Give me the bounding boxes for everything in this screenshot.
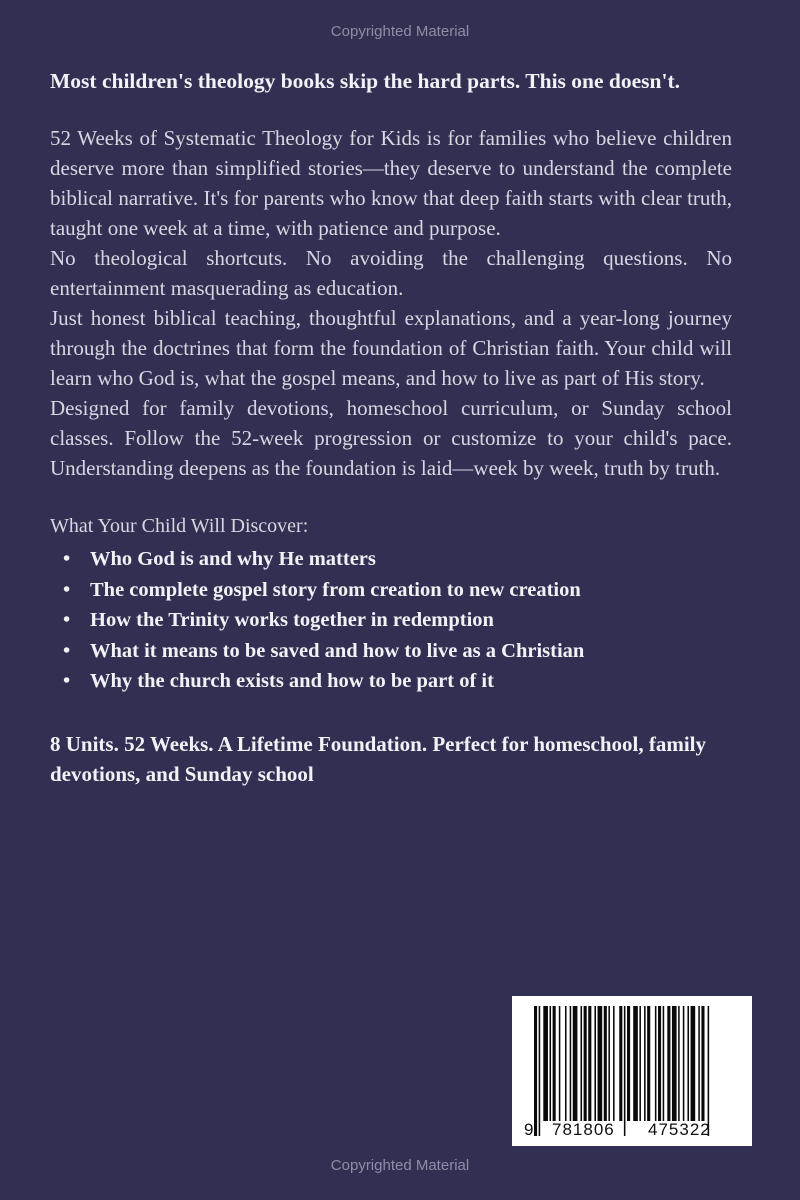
barcode-bar (613, 1006, 615, 1121)
list-item-text: Why the church exists and how to be part of it (90, 670, 494, 692)
paragraph-journey: Just honest biblical teaching, thoughtful explanations, and a year-long journey through the doctrines that form the foundation of Christian faith. Your child will learn who God is, what the gospel means, and how to live as part of His story. (50, 306, 732, 390)
back-cover-text (50, 66, 732, 789)
barcode-bar (633, 1006, 638, 1121)
barcode-bar (581, 1006, 583, 1121)
barcode-bar (608, 1006, 610, 1121)
description-body (50, 123, 732, 483)
isbn-right-digits: 475322 (648, 1120, 711, 1139)
barcode-bar (534, 1006, 537, 1136)
isbn-first-digit: 9 (524, 1120, 534, 1139)
barcode-bar (701, 1006, 704, 1121)
list-item (50, 605, 732, 636)
copyright-watermark-top: Copyrighted Material (330, 23, 470, 40)
barcode-bar (667, 1006, 670, 1121)
paragraph-intro: 52 Weeks of Systematic Theology for Kids is for families who believe children deserve more than simplified stories—they deserve to understand the complete biblical narrative. It's for parents who know that deep faith starts with clear truth, taught one week at a time, with patience and purpose. (50, 126, 732, 240)
barcode-bar (691, 1006, 696, 1121)
barcode-bar (553, 1006, 556, 1121)
barcode-bar (672, 1006, 677, 1121)
barcode-bar (559, 1006, 561, 1121)
isbn-number (518, 1120, 746, 1142)
barcode-bar (655, 1006, 657, 1121)
barcode-bar (565, 1006, 567, 1121)
barcode-bar (584, 1006, 587, 1121)
bullet-icon: • (63, 548, 71, 570)
paragraph-shortcuts: No theological shortcuts. No avoiding the challenging questions. No entertainment masquerading as education. (50, 246, 732, 300)
list-item-text: What it means to be saved and how to live as a Christian (90, 639, 585, 662)
bullet-icon: • (63, 670, 71, 692)
list-item-text: How the Trinity works together in redemption (90, 609, 494, 631)
isbn-left-digits: 781806 (552, 1120, 615, 1139)
barcode-bar (573, 1006, 578, 1121)
bullet-icon: • (63, 578, 71, 601)
copyright-watermark-bottom: Copyrighted Material (330, 1157, 470, 1174)
bullet-icon: • (63, 609, 71, 631)
barcode-bar (687, 1006, 689, 1121)
isbn-barcode (512, 996, 752, 1146)
barcode-bar (588, 1006, 591, 1121)
barcode-bar (683, 1006, 685, 1121)
barcode-bar (647, 1006, 650, 1121)
barcode-bar (663, 1006, 665, 1121)
barcode-bar (570, 1006, 572, 1121)
list-item (50, 544, 732, 575)
list-item-text: The complete gospel story from creation to new creation (90, 578, 581, 601)
barcode-bar (550, 1006, 552, 1121)
barcode-bar (543, 1006, 548, 1121)
paragraph-usage: Designed for family devotions, homeschool curriculum, or Sunday school classes. Follow the 52-week progression or customize to your child's pace. Understanding deepens as the foundation is laid—week by week, truth by truth. (50, 396, 732, 480)
barcode-bar (624, 1006, 626, 1136)
list-item (50, 666, 732, 697)
list-item-text: Who God is and why He matters (90, 548, 376, 570)
barcode-bar (639, 1006, 641, 1121)
barcode-bar (539, 1006, 541, 1136)
barcode-bar (698, 1006, 700, 1121)
list-item (50, 575, 732, 606)
discover-heading: What Your Child Will Discover: (50, 515, 309, 537)
barcode-bar (594, 1006, 596, 1121)
barcode-bar (619, 1006, 622, 1121)
discover-section (50, 512, 732, 697)
barcode-bar (678, 1006, 680, 1121)
barcode-bar (598, 1006, 603, 1121)
lead-statement: Most children's theology books skip the hard parts. This one doesn't. (50, 69, 680, 93)
list-item (50, 636, 732, 667)
barcode-bar (708, 1006, 710, 1136)
barcode-bar (604, 1006, 607, 1121)
bullet-icon: • (63, 639, 71, 662)
closing-tagline: 8 Units. 52 Weeks. A Lifetime Foundation. Perfect for homeschool, family devotions, and Sunday school (50, 731, 707, 786)
barcode-bar (658, 1006, 661, 1121)
discover-list (50, 544, 732, 697)
barcode-bar (644, 1006, 646, 1121)
barcode-bar (627, 1006, 630, 1121)
